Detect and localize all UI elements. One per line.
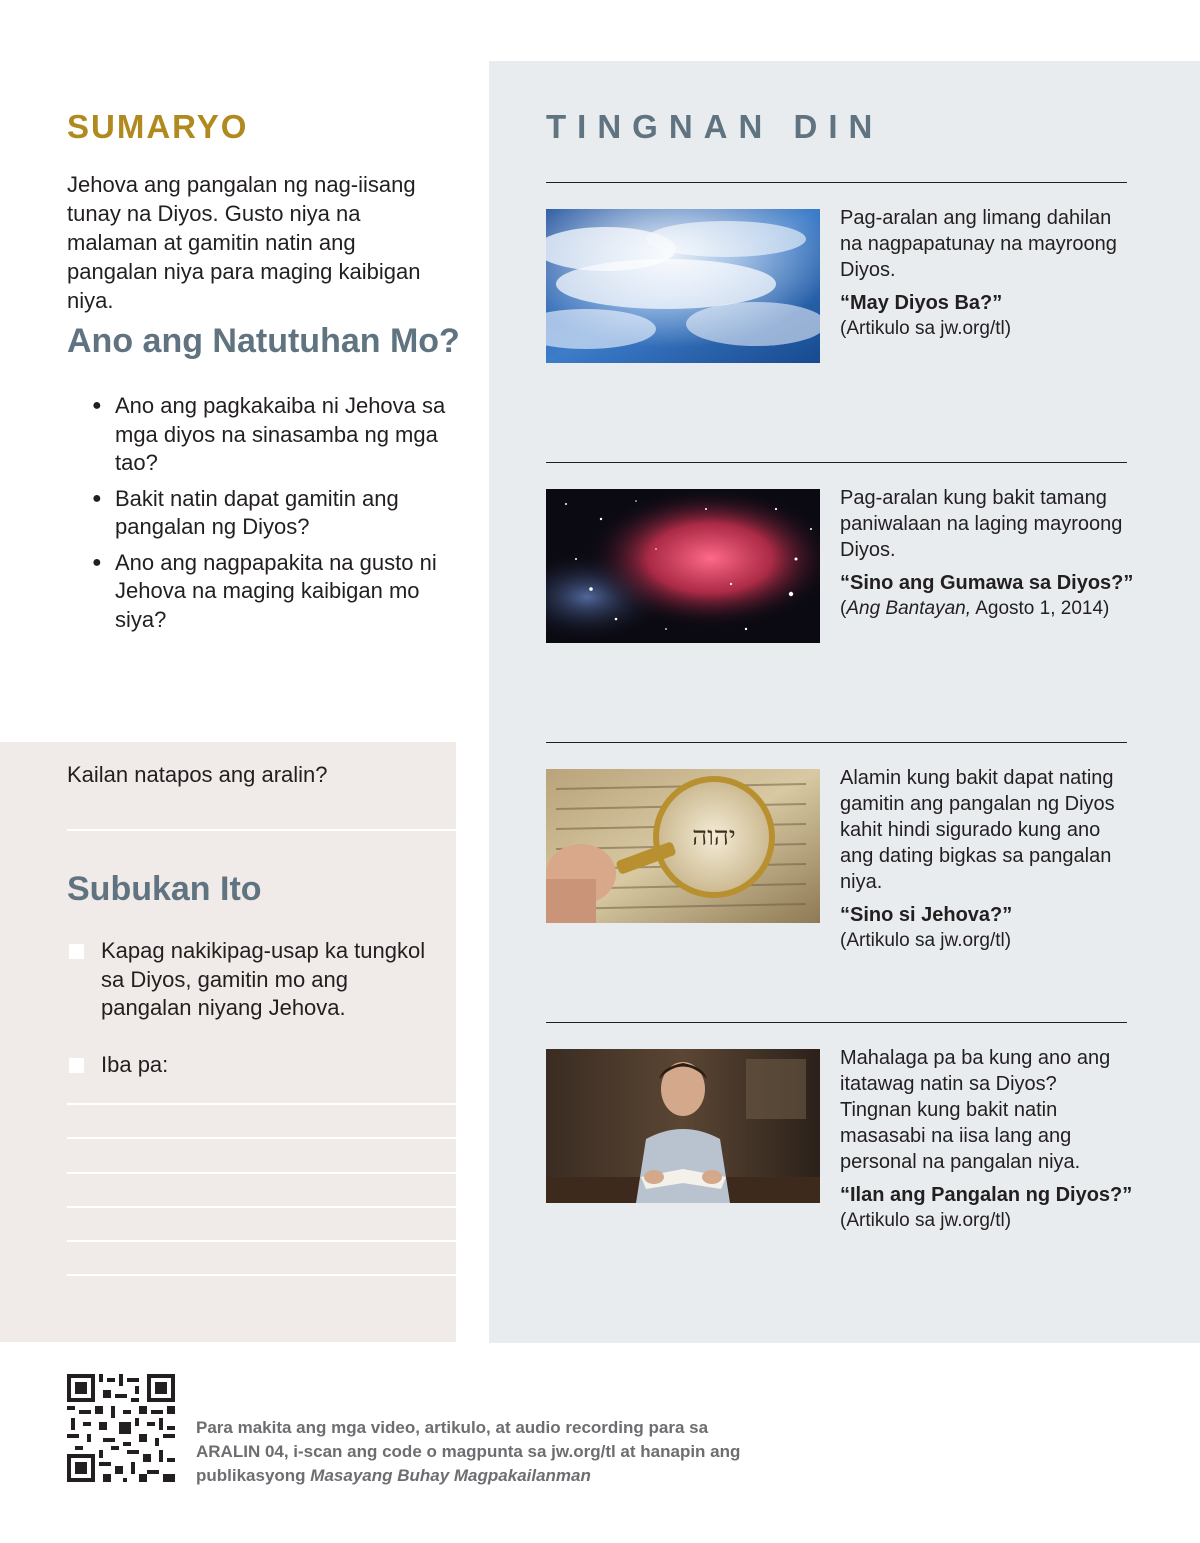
see-also-heading: TINGNAN DIN — [546, 108, 884, 145]
bullet-icon: ● — [92, 553, 102, 571]
svg-text:יהוה: יהוה — [692, 822, 736, 852]
entry-divider — [546, 182, 1127, 183]
entry-title-link[interactable]: “Sino si Jehova?” — [840, 904, 1013, 926]
entry-source — [840, 596, 1140, 622]
checkbox-use-name[interactable] — [69, 944, 84, 959]
entry-title-link[interactable]: “Sino ang Gumawa sa Diyos?” — [840, 572, 1134, 594]
practice-panel — [0, 742, 456, 1342]
checkbox-label: Kapag nakikipag-usap ka tungkol sa Diyos, gamitin mo ang pangalan niyang Jehova. — [101, 938, 426, 1020]
learned-item — [92, 549, 452, 635]
qr-code-icon[interactable] — [67, 1374, 175, 1482]
completed-question: Kailan natapos ang aralin? — [67, 762, 328, 787]
source-date: Agosto 1, 2014) — [970, 598, 1110, 619]
notes-line[interactable] — [67, 1240, 456, 1242]
entry-description: Pag-aralan kung bakit tamang paniwalaan na laging mayroong Diyos. — [840, 487, 1123, 561]
notes-line[interactable] — [67, 1206, 456, 1208]
checkbox-other[interactable] — [69, 1058, 84, 1073]
entry-divider — [546, 462, 1127, 463]
bullet-icon: ● — [92, 489, 102, 507]
nebula-image[interactable] — [546, 489, 820, 643]
entry-source: (Artikulo sa jw.org/tl) — [840, 930, 1012, 951]
learned-item-text: Ano ang nagpapakita na gusto ni Jehova na maging kaibigan mo siya? — [115, 549, 437, 632]
entry-source: (Artikulo sa jw.org/tl) — [840, 318, 1012, 339]
sky-with-sunbeams-image[interactable] — [546, 209, 820, 363]
magnifying-glass-hebrew-image[interactable] — [546, 769, 820, 923]
publication-title: Masayang Buhay Magpakailanman — [310, 1466, 591, 1485]
learned-item — [92, 485, 452, 542]
notes-line[interactable] — [67, 1103, 456, 1105]
bullet-icon: ● — [92, 397, 102, 414]
summary-text: Jehova ang pangalan ng nag-iisang tunay na Diyos. Gusto niya na malaman at gamitin natin ang pangalan niya para maging kaibigan niya. — [67, 172, 421, 313]
learned-item-text: Ano ang pagkakaiba ni Jehova sa mga diyos na sinasamba ng mga tao? — [115, 393, 446, 475]
entry-description: Pag-aralan ang limang dahilan na nagpapatunay na mayroong Diyos. — [840, 207, 1117, 281]
entry-description: Alamin kung bakit dapat nating gamitin ang pangalan ng Diyos kahit hindi sigurado kung ano ang dating bigkas sa pangalan niya. — [840, 767, 1115, 893]
source-prefix: ( — [840, 598, 847, 619]
learned-list — [92, 392, 452, 641]
learned-item — [92, 392, 452, 478]
notes-line[interactable] — [67, 1137, 456, 1139]
entry-divider — [546, 1022, 1127, 1023]
entry-title-link[interactable]: “Ilan ang Pangalan ng Diyos?” — [840, 1184, 1133, 1206]
checkbox-label: Iba pa: — [101, 1052, 169, 1077]
entry-source: (Artikulo sa jw.org/tl) — [840, 1210, 1012, 1231]
learned-heading: Ano ang Natutuhan Mo? — [67, 322, 460, 360]
man-reading-book-image[interactable] — [546, 1049, 820, 1203]
footer-text: Para makita ang mga video, artikulo, at audio recording para sa ARALIN 04, i-scan ang code o magpunta sa jw.org/tl at hanapin ang publikasyong — [196, 1418, 741, 1485]
learned-item-text: Bakit natin dapat gamitin ang pangalan ng Diyos? — [115, 485, 399, 539]
source-publication: Ang Bantayan, — [846, 598, 971, 619]
entry-title-link[interactable]: “May Diyos Ba?” — [840, 292, 1003, 314]
footer-instructions — [196, 1416, 756, 1488]
completion-date-line[interactable] — [67, 829, 456, 831]
summary-heading: SUMARYO — [67, 108, 249, 145]
try-heading: Subukan Ito — [67, 870, 262, 908]
entry-divider — [546, 742, 1127, 743]
entry-description: Mahalaga pa ba kung ano ang itatawag natin sa Diyos? Tingnan kung bakit natin masasabi na iisa lang ang personal na pangalan niya. — [840, 1047, 1111, 1173]
notes-line[interactable] — [67, 1172, 456, 1174]
notes-line[interactable] — [67, 1274, 456, 1276]
